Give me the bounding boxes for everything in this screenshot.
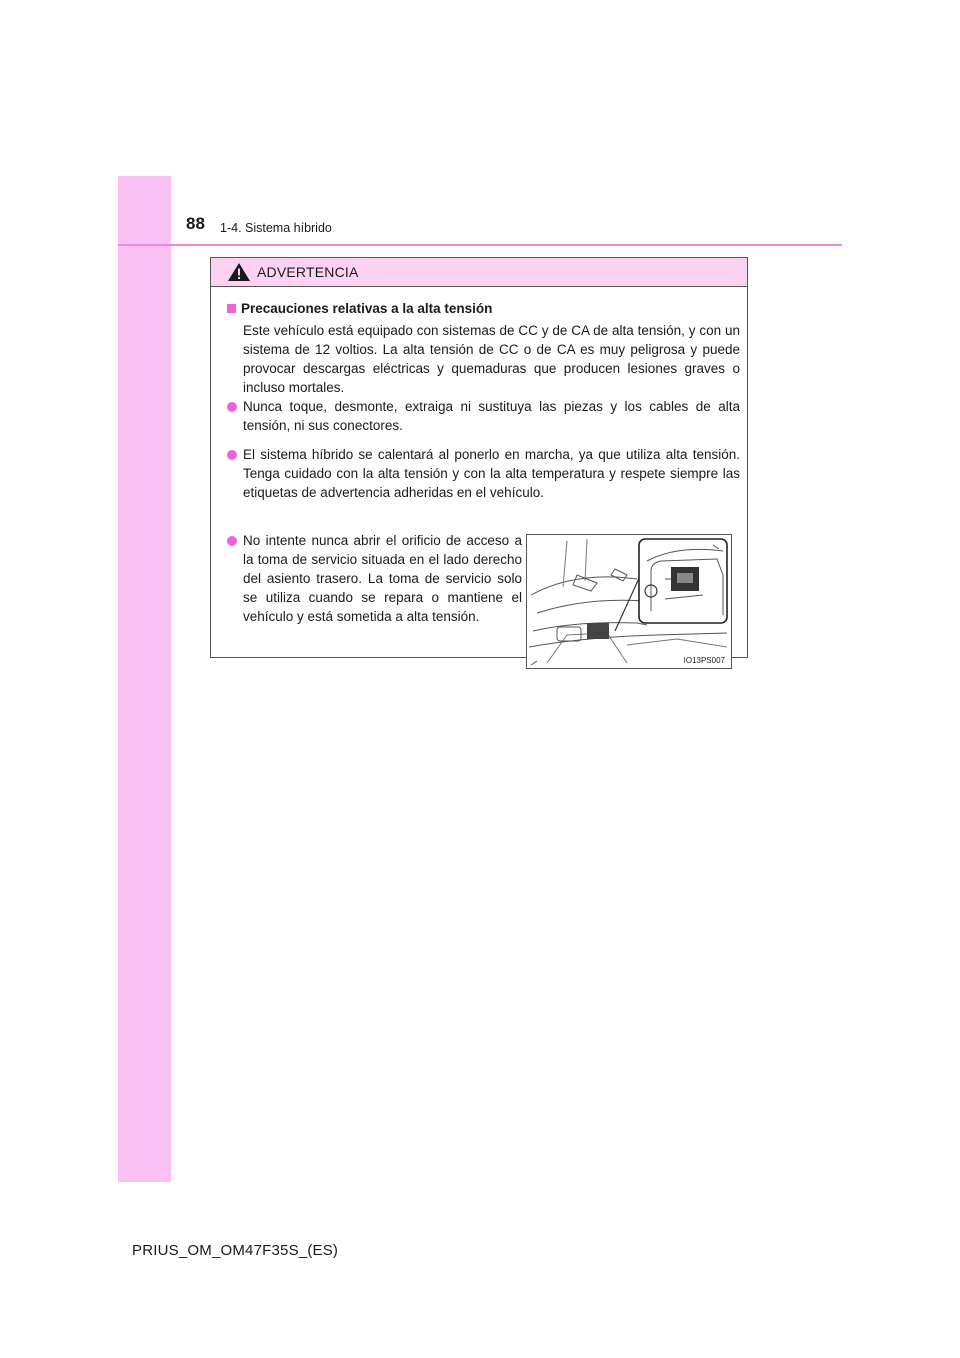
warning-intro: Este vehículo está equipado con sistemas de CC y de CA de alta tensión, y con un sistema de 12 voltios. La alta tensión de CC o de CA es muy peligrosa y puede provocar descargas eléctricas y quemaduras que producen lesiones graves o incluso mortales.: [243, 323, 740, 395]
warning-box: [210, 257, 748, 665]
document-code: PRIUS_OM_OM47F35S_(ES): [132, 1242, 339, 1259]
list-item: [227, 531, 522, 626]
section-title: 1-4. Sistema híbrido: [220, 221, 332, 235]
bullet-text: El sistema híbrido se calentará al ponerlo en marcha, ya que utiliza alta tensión. Tenga cuidado con la alta tensión y con la alta temperatura y respete siempre las etiquetas de advertencia adheridas en el vehículo.: [243, 447, 740, 500]
warning-label: ADVERTENCIA: [257, 264, 359, 280]
side-band: [118, 176, 171, 1182]
warning-body: [211, 287, 747, 665]
bullet-text: No intente nunca abrir el orificio de acceso a la toma de servicio situada en el lado derecho del asiento trasero. La toma de servicio solo se utiliza cuando se repara o mantiene el vehículo y está sometida a alta tensión.: [243, 533, 522, 624]
list-item: [227, 397, 740, 435]
warning-header: [211, 258, 747, 287]
image-code: IO13PS007: [683, 656, 725, 665]
page-number: 88: [186, 214, 205, 233]
warning-topic-text: Precauciones relativas a la alta tensión: [241, 301, 493, 316]
header-rule: [118, 244, 842, 246]
warning-triangle-icon: [227, 262, 251, 282]
circle-bullet-icon: [227, 450, 237, 460]
service-plug-illustration: [526, 534, 732, 669]
square-bullet-icon: [227, 304, 236, 313]
circle-bullet-icon: [227, 536, 237, 546]
circle-bullet-icon: [227, 402, 237, 412]
list-item: [227, 445, 740, 502]
warning-topic: [227, 301, 492, 316]
bullet-text: Nunca toque, desmonte, extraiga ni sustituya las piezas y los cables de alta tensión, ni sus conectores.: [243, 399, 740, 433]
